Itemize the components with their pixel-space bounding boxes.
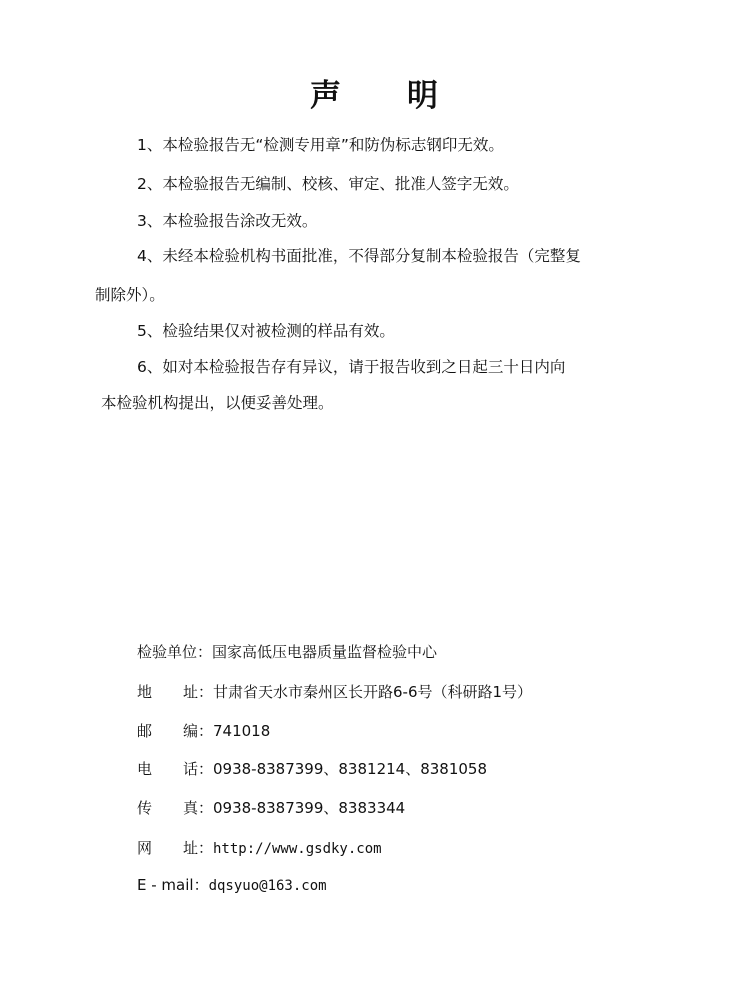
statement-line: 4、未经本检验机构书面批准，不得部分复制本检验报告（完整复 [137,247,581,265]
contact-postcode-row [137,720,270,741]
contact-unit-value: 国家高低压电器质量监督检验中心 [212,643,438,661]
contact-phone-label-a: 电 [137,760,153,778]
contact-website-label-b: 址： [182,839,213,857]
contact-website-row [137,837,382,858]
statement-line: 制除外）。 [95,286,165,304]
contact-address-row [137,681,532,702]
title-char-1: 声 [310,78,343,114]
contact-website-link[interactable]: http://www.gsdky.com [213,841,382,857]
contact-fax-value: 0938-8387399、8383344 [213,799,406,817]
contact-email-link[interactable]: dqsyuo@163.com [208,878,327,894]
contact-address-label-b: 址： [182,683,213,701]
statement-line: 1、本检验报告无“检测专用章”和防伪标志钢印无效。 [137,136,504,154]
contact-fax-label-a: 传 [137,799,153,817]
statement-line: 5、检验结果仅对被检测的样品有效。 [137,322,395,340]
statement-line: 2、本检验报告无编制、校核、审定、批准人签字无效。 [137,175,519,193]
statement-line: 本检验机构提出，以便妥善处理。 [101,394,334,412]
contact-website-label-a: 网 [137,839,153,857]
contact-address-label-a: 地 [137,683,153,701]
contact-postcode-value: 741018 [213,722,271,740]
contact-email-row [137,874,327,895]
page-title [0,70,750,116]
contact-phone-row [137,758,487,779]
contact-unit-label: 检验单位： [137,643,213,661]
title-char-2: 明 [407,78,440,114]
contact-address-value: 甘肃省天水市秦州区长开路6-6号（科研路1号） [213,683,533,701]
contact-unit-row [137,641,437,662]
contact-email-label: E - mail： [137,876,209,894]
contact-phone-value: 0938-8387399、8381214、8381058 [213,760,487,778]
contact-phone-label-b: 话： [182,760,213,778]
statement-line: 3、本检验报告涂改无效。 [137,212,318,230]
contact-fax-label-b: 真： [182,799,213,817]
contact-postcode-label-b: 编： [182,722,213,740]
contact-fax-row [137,797,405,818]
contact-postcode-label-a: 邮 [137,722,153,740]
statement-line: 6、如对本检验报告存有异议，请于报告收到之日起三十日内向 [137,358,566,376]
